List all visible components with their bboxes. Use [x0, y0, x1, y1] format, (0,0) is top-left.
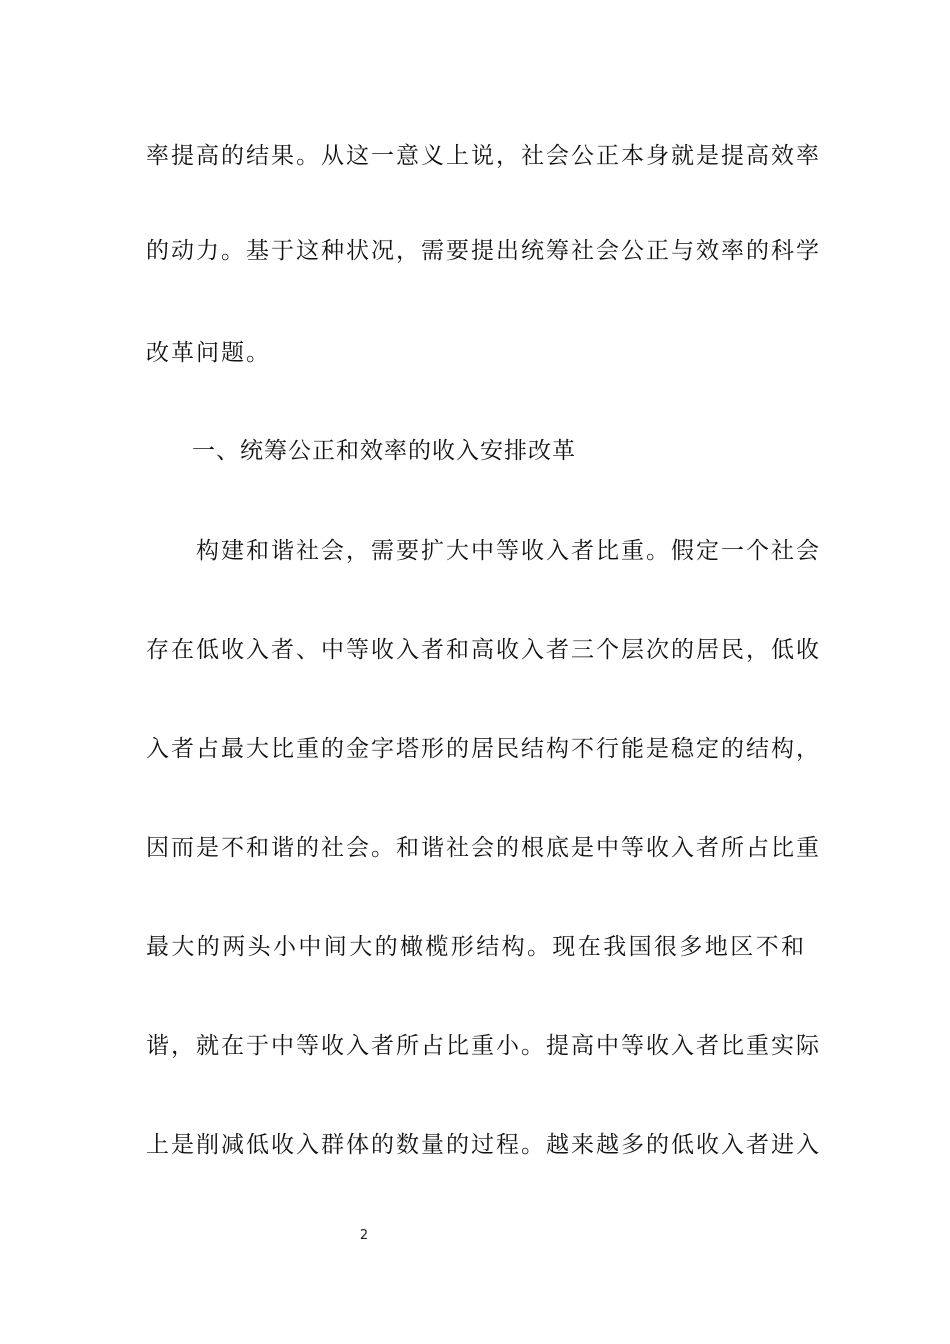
paragraph-line: 入者占最大比重的金字塔形的居民结构不行能是稳定的结构， [146, 736, 821, 762]
paragraph-line: 率提高的结果。从这一意义上说，社会公正本身就是提高效率 [146, 143, 821, 169]
paragraph-line: 存在低收入者、中等收入者和高收入者三个层次的居民，低收 [146, 637, 821, 663]
paragraph-line: 构建和谐社会，需要扩大中等收入者比重。假定一个社会 [196, 538, 821, 564]
page-number: 2 [359, 1228, 369, 1243]
paragraph-line: 谐，就在于中等收入者所占比重小。提高中等收入者比重实际 [146, 1033, 821, 1059]
paragraph-line: 因而是不和谐的社会。和谐社会的根底是中等收入者所占比重 [146, 835, 821, 861]
section-heading: 一、统筹公正和效率的收入安排改革 [192, 438, 576, 464]
paragraph-line: 最大的两头小中间大的橄榄形结构。现在我国很多地区不和 [146, 934, 806, 960]
paragraph-line: 的动力。基于这种状况，需要提出统筹社会公正与效率的科学 [146, 238, 821, 264]
paragraph-line: 上是削减低收入群体的数量的过程。越来越多的低收入者进入 [146, 1132, 821, 1158]
paragraph-line: 改革问题。 [146, 340, 271, 366]
